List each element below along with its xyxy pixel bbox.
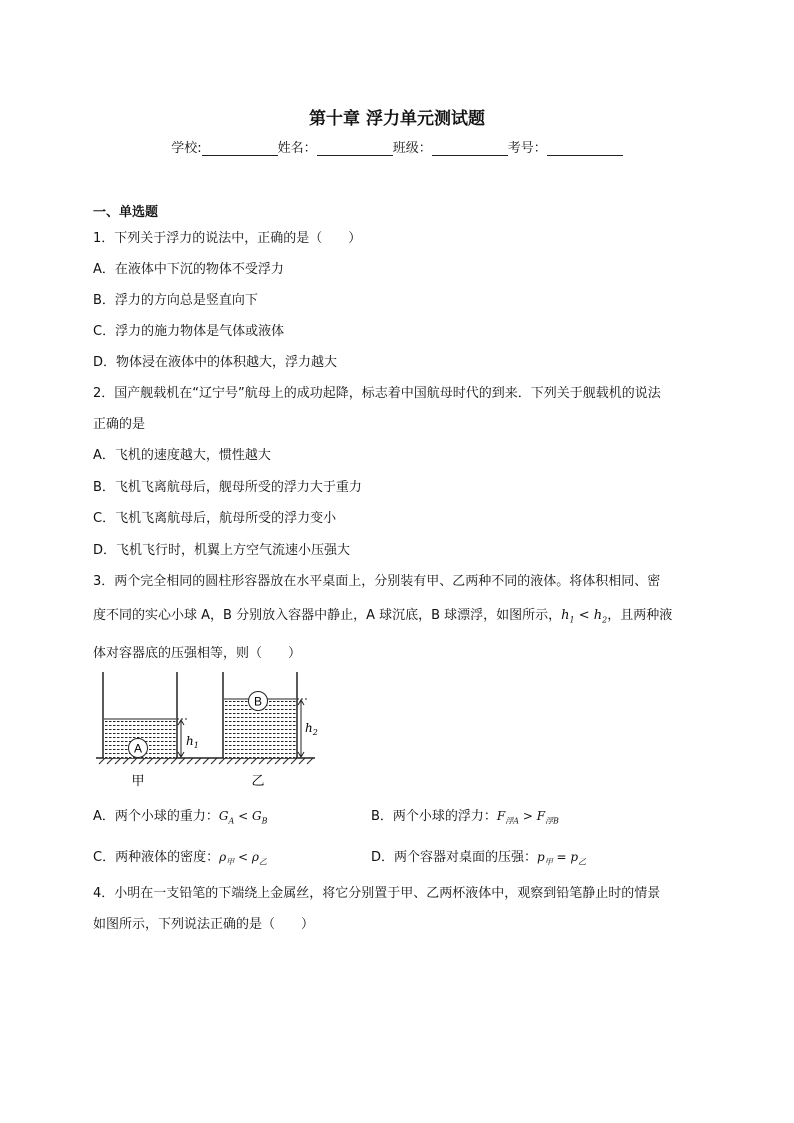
q2-option-a: A．飞机的速度越大，惯性越大: [93, 448, 271, 463]
q3-option-c-formula: $\rho_甲 < \rho_乙$: [219, 850, 267, 867]
name-label: 姓名：: [277, 141, 317, 156]
number-blank: [547, 141, 623, 156]
q3-option-a: [93, 805, 267, 825]
school-blank: [202, 141, 278, 156]
school-label: 学校:: [171, 141, 202, 156]
q1-option-a: A．在液体中下沉的物体不受浮力: [93, 262, 284, 277]
ball-b-label: B: [253, 694, 263, 709]
q3-height-relation: $h_1 < h_2$: [561, 608, 608, 625]
q1-option-c: C．浮力的施力物体是气体或液体: [93, 324, 285, 339]
class-blank: [432, 141, 508, 156]
q3-stem-line2-text: 度不同的实心小球 A，B 分别放入容器中静止，A 球沉底，B 球漂浮，如图所示，: [93, 608, 562, 623]
class-label: 班级：: [392, 141, 432, 156]
q2-stem-line1: 2．国产舰载机在“辽宁号”航母上的成功起降，标志着中国航母时代的到来．下列关于舰载机的说法: [93, 386, 661, 401]
q3-option-b: [371, 805, 559, 826]
section-heading: 一、单选题: [93, 205, 159, 220]
q1-option-d: D．物体浸在液体中的体积越大，浮力越大: [93, 355, 338, 370]
q3-stem-line2-tail: ，且两种液: [607, 608, 673, 623]
h1-arrow: [178, 720, 184, 757]
q1-option-b: B．浮力的方向总是竖直向下: [93, 293, 258, 308]
q3-option-b-formula: $F_{浮A} > F_{浮B}$: [496, 809, 559, 826]
label-jia: 甲: [131, 774, 145, 789]
q3-stem-line2: [93, 604, 672, 625]
q2-option-c: C．飞机飞离航母后，航母所受的浮力变小: [93, 511, 337, 526]
h2-label: $h_2$: [305, 721, 318, 737]
q3-option-c: [93, 846, 267, 867]
q4-stem-line2: 如图所示，下列说法正确的是（ ）: [93, 917, 315, 932]
student-info-line: [0, 137, 794, 156]
ground-hatching: [99, 758, 313, 764]
h2-arrow: [298, 700, 304, 757]
page-title: 第十章 浮力单元测试题: [309, 109, 485, 129]
container-yi: [223, 672, 308, 758]
number-label: 考号：: [507, 141, 547, 156]
q4-stem-line1: 4．小明在一支铅笔的下端绕上金属丝，将它分别置于甲、乙两杯液体中，观察到铅笔静止时的情景: [93, 886, 661, 901]
q3-option-d: [371, 846, 586, 867]
q1-stem: 1．下列关于浮力的说法中，正确的是（ ）: [93, 231, 362, 246]
ball-a-label: A: [133, 741, 143, 756]
label-yi: 乙: [251, 774, 265, 789]
name-blank: [317, 141, 393, 156]
q2-option-d: D．飞机飞行时，机翼上方空气流速小压强大: [93, 543, 351, 558]
q3-option-a-text: A．两个小球的重力：: [93, 809, 219, 824]
q2-stem-line2: 正确的是: [93, 417, 146, 432]
q2-option-b: B．飞机飞离航母后，舰母所受的浮力大于重力: [93, 480, 362, 495]
h1-label: $h_1$: [186, 734, 199, 750]
q3-option-a-formula: $G_A < G_B$: [218, 809, 268, 826]
q3-option-d-text: D．两个容器对桌面的压强：: [371, 850, 538, 865]
q3-figure: [93, 668, 323, 793]
q3-stem-line1: 3．两个完全相同的圆柱形容器放在水平桌面上，分别装有甲、乙两种不同的液体。将体积相同、密: [93, 574, 661, 589]
q3-option-d-formula: $p_甲 = p_乙$: [537, 850, 587, 867]
q3-option-c-text: C．两种液体的密度：: [93, 850, 220, 865]
q3-stem-line3: 体对容器底的压强相等，则（ ）: [93, 646, 302, 661]
q3-option-b-text: B．两个小球的浮力：: [371, 809, 497, 824]
